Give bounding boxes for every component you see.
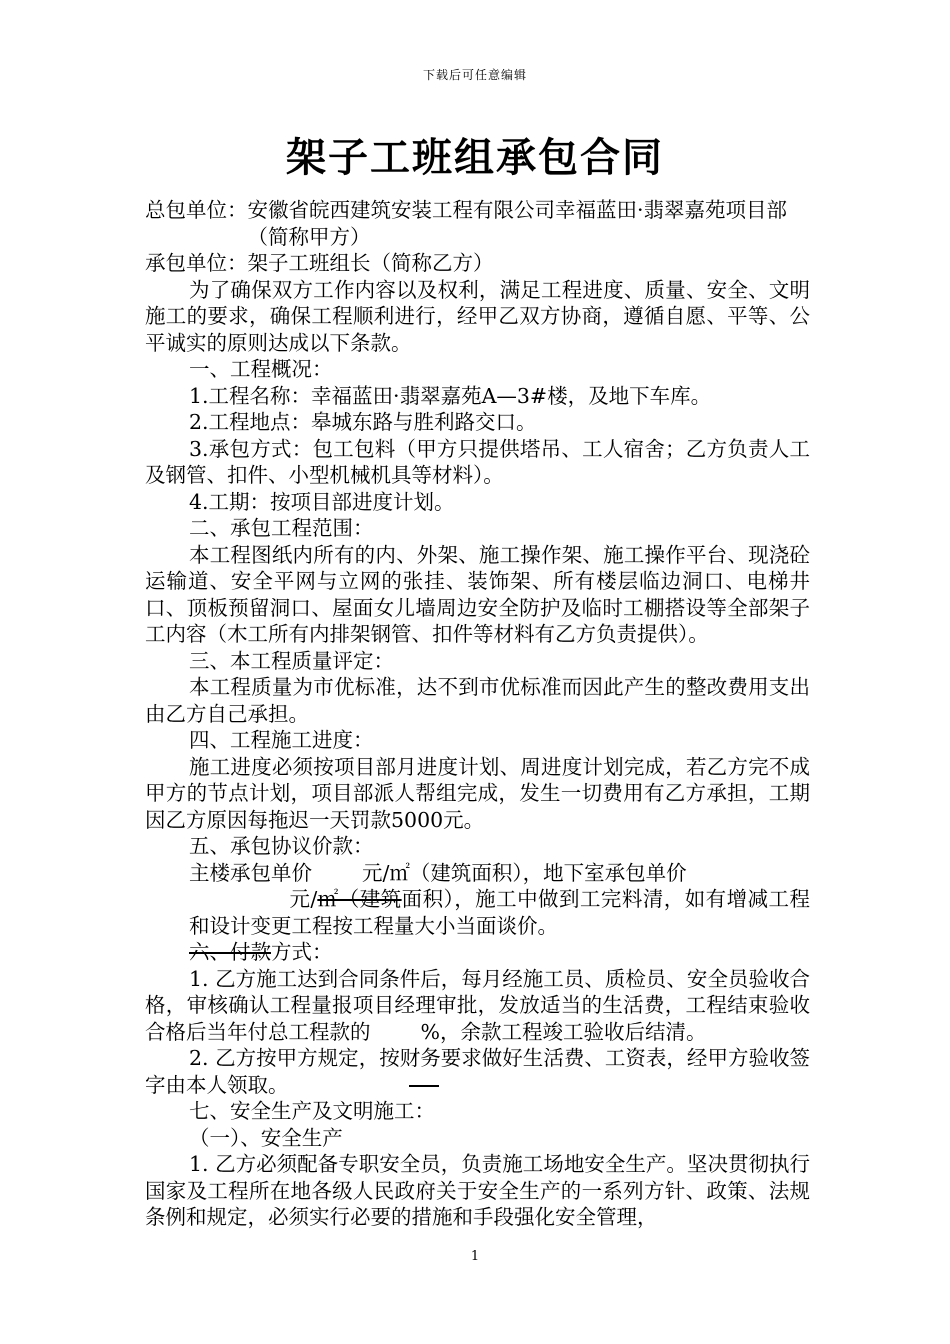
section-4-heading: 四、工程施工进度： (189, 728, 374, 752)
payroll-text: 2. 乙方按甲方规定，按财务要求做好生活费、工资表，经甲方验收签字由本人领取。 (145, 1046, 810, 1097)
section-1-item-2: 2.工程地点：皋城东路与胜利路交口。 (189, 410, 537, 434)
section-6-item-2 (145, 1045, 810, 1098)
section-7-item-1: 1. 乙方必须配备专职安全员，负责施工场地安全生产。坚决贯彻执行国家及工程所在地各级人民政府关于安全生产的一系列方针、政策、法规条例和规定，必须实行必要的措施和手段强化安全管理， (145, 1152, 810, 1229)
price-basement-label: 元/㎡（建筑面积），地下室承包单价 (362, 860, 687, 885)
section-7-heading: 七、安全生产及文明施工： (189, 1099, 435, 1123)
price-basement-unit: 元/ (289, 887, 318, 911)
section-2-heading: 二、承包工程范围： (189, 516, 374, 540)
subcontractor-line (145, 250, 810, 277)
document-title: 架子工班组承包合同 (286, 134, 664, 181)
section-1-item-3: 3.承包方式：包工包料（甲方只提供塔吊、工人宿舍；乙方负责人工及钢管、扣件、小型机械机具等材料）。 (145, 436, 810, 487)
section-4-text: 施工进度必须按项目部月进度计划、周进度计划完成，若乙方完不成甲方的节点计划，项目部派人帮组完成，发生一切费用有乙方承担，工期因乙方原因每拖迟一天罚款5000元。 (145, 754, 810, 832)
section-1-item-1: 1.工程名称：幸福蓝田·翡翠嘉苑A—3#楼，及地下车库。 (189, 383, 712, 408)
section-1-heading: 一、工程概况： (189, 357, 333, 381)
section-6-heading (145, 939, 810, 966)
price-main-label: 主楼承包单价 (189, 860, 312, 885)
section-6-heading-struck: 六、付款 (189, 940, 271, 964)
page-number: 1 (470, 1249, 480, 1264)
section-2-text: 本工程图纸内所有的内、外架、施工操作架、施工操作平台、现浇砼运输道、安全平网与立网的张挂、装饰架、所有楼层临边洞口、电梯井口、顶板预留洞口、屋面女儿墙周边安全防护及临时工棚搭设等全部架子工内容（木工所有内排架钢管、扣件等材料有乙方负责提供）。 (145, 542, 810, 646)
payment-terms-text: 1. 乙方施工达到合同条件后，每月经施工员、质检员、安全员验收合格，审核确认工程量报项目经理审批，发放适当的生活费，工程结束验收合格后当年付总工程款的 (145, 966, 810, 1044)
subcontractor-label: 承包单位： (145, 251, 248, 275)
section-5-heading: 五、承包协议价款： (189, 834, 374, 858)
section-6-item-1 (145, 966, 810, 1046)
price-basement-unit-struck: ㎡（建筑 (317, 887, 402, 911)
section-3-text: 本工程质量为市优标准，达不到市优标准而因此产生的整改费用支出由乙方自己承担。 (145, 675, 810, 726)
section-5-text (145, 860, 810, 940)
contractor-line (145, 197, 810, 250)
price-clause: 面积），施工中做到工完料清，如有增减工程和设计变更工程按工程量大小当面谈价。 (189, 887, 811, 938)
contractor-value: 安徽省皖西建筑安装工程有限公司幸福蓝田·翡翠嘉苑项目部（简称甲方） (247, 198, 788, 249)
contractor-label: 总包单位： (145, 198, 248, 222)
section-7-sub-1: （一）、安全生产 (189, 1125, 343, 1150)
header-note: 下载后可任意编辑 (422, 68, 527, 82)
section-1-item-4: 4.工期：按项目部进度计划。 (189, 489, 455, 514)
section-3-heading: 三、本工程质量评定： (189, 648, 394, 673)
dash-mark (409, 1085, 439, 1087)
section-6-heading-rest: 方式： (271, 940, 333, 964)
subcontractor-value: 架子工班组长（简称乙方） (247, 251, 494, 275)
contract-body (145, 197, 810, 1231)
intro-paragraph: 为了确保双方工作内容以及权利，满足工程进度、质量、安全、文明施工的要求，确保工程顺利进行，经甲乙双方协商，遵循自愿、平等、公平诚实的原则达成以下条款。 (145, 277, 810, 355)
payment-terms-tail: %，余款工程竣工验收后结清。 (420, 1019, 707, 1044)
